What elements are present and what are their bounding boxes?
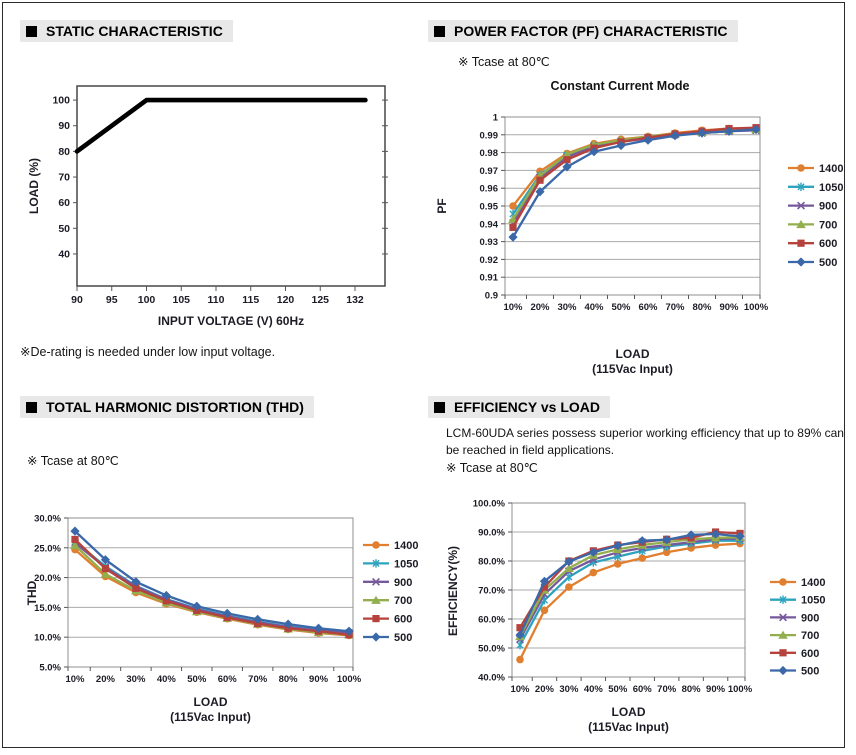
x-tick-label: 90 (71, 294, 83, 306)
y-tick-label: 50.0% (478, 643, 505, 655)
y-tick-label: 50 (58, 222, 70, 235)
power-factor-chart (430, 100, 856, 385)
x-tick-label: 60% (632, 684, 652, 695)
legend-item-700 (788, 219, 837, 231)
legend-item-900 (788, 201, 837, 213)
legend-item-1050 (770, 595, 825, 607)
x-axis (510, 677, 752, 695)
x-tick-label: 70% (657, 684, 677, 695)
x-tick-label: 50% (611, 302, 631, 313)
black-square-icon (434, 402, 445, 413)
y-axis (34, 514, 68, 674)
y-tick-label: 0.97 (479, 165, 498, 177)
section-title-thd: TOTAL HARMONIC DISTORTION (THD) (46, 399, 304, 415)
x-tick-label: 120 (276, 294, 295, 306)
black-square-icon (26, 402, 37, 413)
series-1050 (517, 537, 743, 650)
series-900 (72, 540, 353, 637)
y-tick-label: 0.9 (484, 290, 498, 302)
legend (788, 163, 843, 269)
legend-item-1400 (788, 163, 843, 175)
x-tick-label: 20% (95, 674, 115, 685)
x-tick-label: 132 (346, 294, 364, 306)
legend-label: 700 (394, 595, 413, 608)
x-tick-label: 50% (187, 674, 207, 685)
legend-label: 600 (394, 613, 413, 626)
x-tick-label: 100% (336, 674, 362, 685)
y-tick-label: 40 (58, 248, 70, 261)
legend-item-700 (770, 630, 819, 642)
series-1400 (71, 546, 353, 639)
series-derating-line (77, 100, 365, 151)
legend-item-600 (363, 614, 412, 626)
legend-item-700 (363, 595, 412, 607)
legend-item-600 (788, 238, 837, 250)
section-header-static (20, 20, 233, 42)
x-tick-label: 90% (309, 674, 329, 685)
y-tick-label: 40.0% (478, 672, 505, 684)
y-tick-label: 15.0% (34, 602, 61, 614)
legend-label: 500 (394, 632, 413, 644)
thd-tcase-note: ※ Tcase at 80℃ (27, 454, 119, 468)
legend-item-1400 (363, 540, 418, 552)
plot-area-border (68, 518, 353, 667)
x-tick-label: 95 (105, 294, 118, 306)
x-tick-label: 110 (207, 294, 225, 306)
y-tick-label: 70 (58, 171, 70, 184)
y-tick-label: 60.0% (478, 614, 505, 626)
x-tick-label: 90% (706, 684, 726, 695)
x-tick-label: 100 (137, 294, 156, 306)
y-axis (473, 499, 512, 684)
legend-label: 900 (819, 200, 838, 213)
x-tick-label: 100% (743, 302, 769, 313)
legend-item-500 (788, 257, 837, 269)
series-900 (517, 535, 744, 643)
legend-label: 600 (819, 238, 838, 251)
y-tick-label: 0.93 (479, 237, 498, 249)
x-tick-label: 40% (584, 302, 604, 313)
legend-label: 1400 (394, 540, 419, 552)
legend-item-500 (363, 632, 412, 644)
y-tick-label: 0.95 (479, 201, 498, 213)
y-axis (480, 113, 506, 302)
x-axis-title: INPUT VOLTAGE (V) 60Hz (157, 314, 305, 328)
x-tick-label: 30% (126, 674, 146, 685)
x-axis-title: LOAD (193, 695, 228, 709)
x-tick-label: 80% (681, 684, 701, 695)
x-tick-label: 30% (559, 684, 579, 695)
series-700 (70, 541, 354, 639)
y-tick-label: 20.0% (34, 573, 61, 585)
x-tick-label: 90% (719, 302, 739, 313)
section-title-eff: EFFICIENCY vs LOAD (454, 399, 600, 415)
legend-label: 500 (819, 257, 838, 269)
black-square-icon (26, 26, 37, 37)
legend-label: 700 (819, 219, 838, 232)
section-title-pf: POWER FACTOR (PF) CHARACTERISTIC (454, 23, 728, 39)
legend-item-1050 (363, 558, 418, 570)
legend-label: 1050 (801, 594, 826, 607)
section-title-static: STATIC CHARACTERISTIC (46, 23, 223, 39)
y-tick-label: 0.92 (479, 254, 498, 266)
series-600 (509, 124, 759, 231)
x-tick-label: 10% (510, 684, 530, 695)
legend-label: 500 (801, 665, 820, 678)
x-axis (65, 667, 361, 685)
section-header-pf (428, 20, 738, 42)
series-1050 (72, 538, 352, 637)
x-axis (71, 286, 364, 306)
pf-chart-title: Constant Current Mode (550, 79, 690, 93)
x-tick-label: 80% (692, 302, 712, 313)
x-axis-subtitle: (115Vac Input) (170, 710, 251, 724)
x-tick-label: 60% (217, 674, 237, 685)
x-tick-label: 10% (503, 302, 523, 313)
x-axis-subtitle: (115Vac Input) (588, 720, 669, 734)
legend-label: 900 (394, 576, 413, 589)
section-header-eff (428, 396, 610, 418)
legend-item-600 (770, 648, 819, 660)
x-tick-label: 50% (608, 684, 628, 695)
y-axis-title: LOAD (%) (27, 158, 41, 214)
y-tick-label: 60 (58, 197, 70, 210)
x-axis (503, 295, 768, 313)
legend-item-900 (770, 612, 819, 624)
series-700 (515, 533, 745, 640)
x-axis-subtitle: (115Vac Input) (592, 362, 673, 376)
x-tick-label: 10% (65, 674, 85, 685)
x-tick-label: 40% (156, 674, 176, 685)
static-derating-note: ※De-rating is needed under low input voltage. (20, 345, 276, 359)
section-header-thd (20, 396, 314, 418)
x-tick-label: 115 (242, 294, 260, 306)
y-tick-label: 0.94 (479, 219, 498, 231)
legend (363, 540, 418, 644)
y-tick-label: 1 (492, 112, 498, 124)
legend-label: 1400 (819, 163, 844, 175)
x-tick-label: 70% (665, 302, 685, 313)
y-axis (52, 95, 388, 261)
efficiency-chart (430, 490, 856, 746)
y-tick-label: 10.0% (34, 632, 61, 644)
y-tick-label: 90 (58, 120, 70, 133)
x-tick-label: 105 (172, 294, 191, 306)
x-tick-label: 70% (248, 674, 268, 685)
y-tick-label: 80.0% (478, 556, 505, 568)
y-tick-label: 0.99 (479, 130, 498, 142)
series-600 (71, 536, 352, 639)
y-tick-label: 25.0% (34, 543, 61, 555)
legend-label: 1050 (819, 181, 844, 194)
eff-description-line1: LCM-60UDA series possess superior working efficiency that up to 89% can (446, 426, 844, 440)
legend (770, 577, 825, 678)
pf-tcase-note: ※ Tcase at 80℃ (458, 55, 550, 69)
legend-label: 1400 (801, 577, 826, 589)
y-tick-label: 30.0% (34, 513, 61, 525)
y-axis-title: THD (25, 580, 39, 606)
x-tick-label: 30% (557, 302, 577, 313)
y-tick-label: 0.98 (479, 148, 498, 160)
y-tick-label: 5.0% (39, 662, 61, 674)
y-tick-label: 70.0% (478, 585, 505, 597)
y-axis-title: PF (435, 198, 449, 214)
gridlines (68, 518, 353, 667)
series-1400 (516, 540, 744, 664)
y-tick-label: 100.0% (472, 498, 505, 510)
legend-label: 600 (801, 647, 820, 660)
x-tick-label: 100% (727, 684, 753, 695)
x-tick-label: 60% (638, 302, 658, 313)
x-tick-label: 125 (311, 294, 330, 306)
legend-item-1400 (770, 577, 825, 589)
y-tick-label: 100 (52, 94, 70, 107)
black-square-icon (434, 26, 445, 37)
legend-item-1050 (788, 182, 843, 194)
legend-label: 900 (801, 612, 820, 625)
legend-label: 700 (801, 630, 820, 643)
eff-tcase-note: ※ Tcase at 80℃ (446, 461, 538, 475)
x-tick-label: 20% (534, 684, 554, 695)
legend-item-500 (770, 666, 819, 678)
y-tick-label: 80 (58, 145, 70, 158)
y-axis-title: EFFICIENCY(%) (446, 546, 460, 636)
static-characteristic-chart (14, 78, 422, 353)
y-tick-label: 90.0% (478, 527, 505, 539)
x-tick-label: 80% (278, 674, 298, 685)
y-tick-label: 0.91 (479, 272, 498, 284)
x-axis-title: LOAD (611, 705, 646, 719)
thd-chart (14, 505, 424, 745)
y-tick-label: 0.96 (479, 183, 498, 195)
legend-item-900 (363, 577, 412, 589)
legend-label: 1050 (394, 558, 419, 571)
eff-description-line2: be reached in field applications. (446, 443, 615, 457)
x-axis-title: LOAD (615, 347, 650, 361)
x-tick-label: 40% (583, 684, 603, 695)
x-tick-label: 20% (530, 302, 550, 313)
